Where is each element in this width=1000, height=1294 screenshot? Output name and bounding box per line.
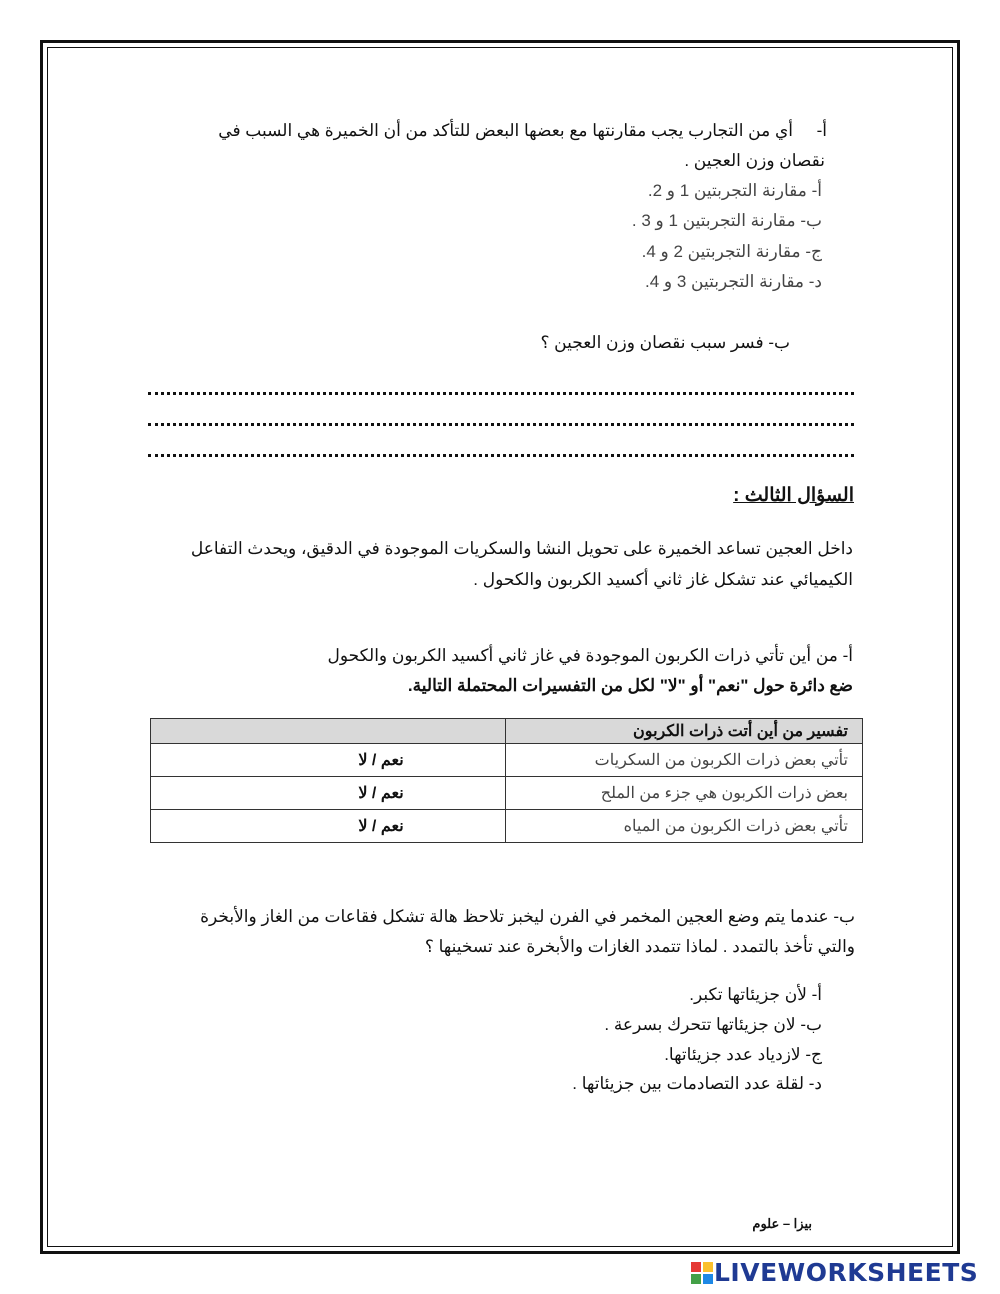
q3b-option-1: أ- لأن جزيئاتها تكبر. (689, 985, 822, 1004)
q3b-option-2: ب- لان جزيئاتها تتحرك بسرعة . (604, 1015, 822, 1034)
table-row (151, 810, 863, 843)
answer-dotted-line-1 (148, 392, 854, 395)
q3b-option-3: ج- لازدياد عدد جزيئاتها. (664, 1045, 822, 1064)
q3-title: السؤال الثالث : (733, 485, 854, 506)
carbon-explanations-table (150, 718, 863, 843)
q2a-option-3: ج- مقارنة التجربتين 2 و 4. (641, 242, 822, 261)
q3b-line1: ب- عندما يتم وضع العجين المخمر في الفرن ليخبز تلاحظ هالة تشكل فقاعات من الغاز والأبخرة (200, 907, 855, 926)
q3b-line2: والتي تأخذ بالتمدد . لماذا تتمدد الغازات والأبخرة عند تسخينها ؟ (424, 937, 855, 956)
q2b-question: ب- فسر سبب نقصان وزن العجين ؟ (540, 333, 790, 352)
table-header-explanation: تفسير من أين أتت ذرات الكربون (506, 719, 863, 744)
table-header-row (151, 719, 863, 744)
answer-dotted-line-3 (148, 454, 854, 457)
yes-no-choice[interactable]: نعم / لا (151, 744, 506, 777)
q3-intro-line1: داخل العجين تساعد الخميرة على تحويل النشا والسكريات الموجودة في الدقيق، ويحدث التفاعل (190, 539, 853, 558)
brand-name: LIVEWORKSHEETS (714, 1258, 979, 1287)
liveworksheets-brand[interactable] (690, 1258, 978, 1287)
answer-dotted-line-2 (148, 423, 854, 426)
explanation-cell: تأتي بعض ذرات الكربون من السكريات (506, 744, 863, 777)
q2a-marker: أ- (816, 121, 827, 140)
explanation-cell: بعض ذرات الكربون هي جزء من الملح (506, 777, 863, 810)
q2a-option-4: د- مقارنة التجربتين 3 و 4. (645, 272, 822, 291)
liveworksheets-logo-icon (690, 1261, 714, 1285)
q3-intro-line2: الكيميائي عند تشكل غاز ثاني أكسيد الكربون والكحول . (473, 570, 853, 589)
yes-no-choice[interactable]: نعم / لا (151, 777, 506, 810)
q3b-option-4: د- لقلة عدد التصادمات بين جزيئاتها . (572, 1074, 822, 1093)
q2a-line2: نقصان وزن العجين . (684, 151, 825, 170)
q2a-option-1: أ- مقارنة التجربتين 1 و 2. (647, 181, 822, 200)
table-row (151, 744, 863, 777)
q3a-instruction: ضع دائرة حول "نعم" أو "لا" لكل من التفسيرات المحتملة التالية. (407, 676, 853, 695)
yes-no-choice[interactable]: نعم / لا (151, 810, 506, 843)
explanation-cell: تأتي بعض ذرات الكربون من المياه (506, 810, 863, 843)
table-header-answer (151, 719, 506, 744)
footer-label: بيزا – علوم (752, 1216, 812, 1231)
q3a-line1: أ- من أين تأتي ذرات الكربون الموجودة في غاز ثاني أكسيد الكربون والكحول (327, 646, 853, 665)
q2a-line1: أي من التجارب يجب مقارنتها مع بعضها البعض للتأكد من أن الخميرة هي السبب في (218, 121, 793, 140)
table-row (151, 777, 863, 810)
q2a-option-2: ب- مقارنة التجربتين 1 و 3 . (631, 211, 822, 230)
